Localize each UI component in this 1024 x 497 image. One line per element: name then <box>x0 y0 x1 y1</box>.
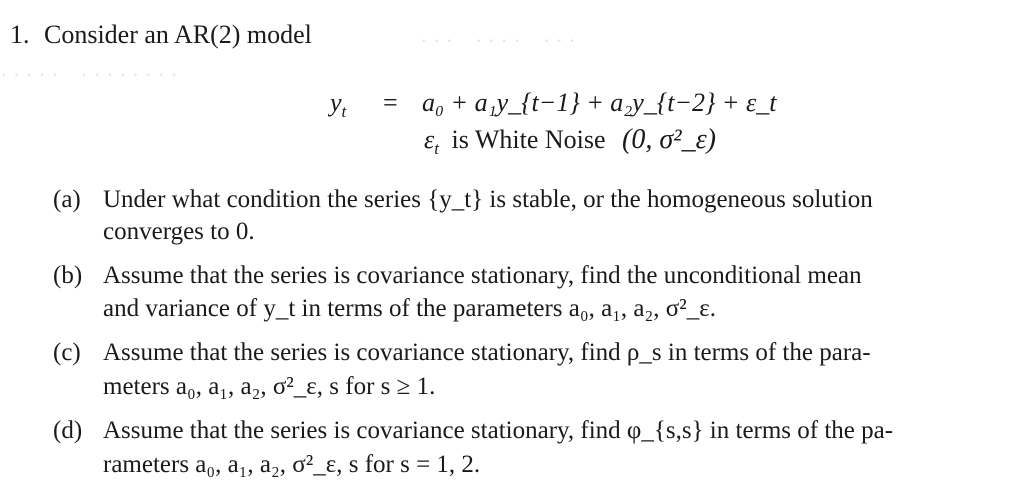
bleed-through: · · · · · · · · · · <box>420 28 576 53</box>
part-b-line-2: and variance of y_t in terms of the parameters a₀, a₁, a₂, σ²_ε. <box>103 295 716 322</box>
white-noise-params: (0, σ²_ε) <box>622 124 716 155</box>
eq-relation: = <box>383 88 398 117</box>
problem-number: 1. <box>10 20 30 49</box>
part-b-line-1: Assume that the series is covariance stationary, find the unconditional mean <box>103 262 862 289</box>
white-noise-line: $\varepsilon_t$ is White Noise (0, σ²_ε) <box>424 124 716 158</box>
part-c-line-1: Assume that the series is covariance stationary, find ρ_s in terms of the para- <box>103 339 871 366</box>
problem-heading <box>10 22 312 48</box>
bleed-through: · · · · · · · · · · · · · <box>0 62 178 87</box>
part-b-label: (b) <box>53 262 83 289</box>
part-d-label: (d) <box>53 417 83 444</box>
ar2-equation <box>330 88 346 122</box>
part-a-line-1: Under what condition the series {y_t} is stable, or the homogeneous solution <box>103 186 873 213</box>
eq-rhs: a₀ + a₁y_{t−1} + a₂y_{t−2} + ε_t <box>422 88 777 117</box>
part-a-line-2: converges to 0. <box>103 218 255 245</box>
white-noise-text: is White Noise <box>451 125 606 154</box>
part-a-label: (a) <box>53 186 81 213</box>
part-c-label: (c) <box>53 339 81 366</box>
part-d-line-2: rameters a₀, a₁, a₂, σ²_ε, s for s = 1, 2. <box>103 451 481 478</box>
problem-intro: Consider an AR(2) model <box>44 20 312 49</box>
eq-lhs: $y_t$ <box>330 88 347 121</box>
part-c-line-2: meters a₀, a₁, a₂, σ²_ε, s for s ≥ 1. <box>103 373 436 400</box>
part-d-line-1: Assume that the series is covariance stationary, find φ_{s,s} in terms of the pa- <box>103 417 894 444</box>
